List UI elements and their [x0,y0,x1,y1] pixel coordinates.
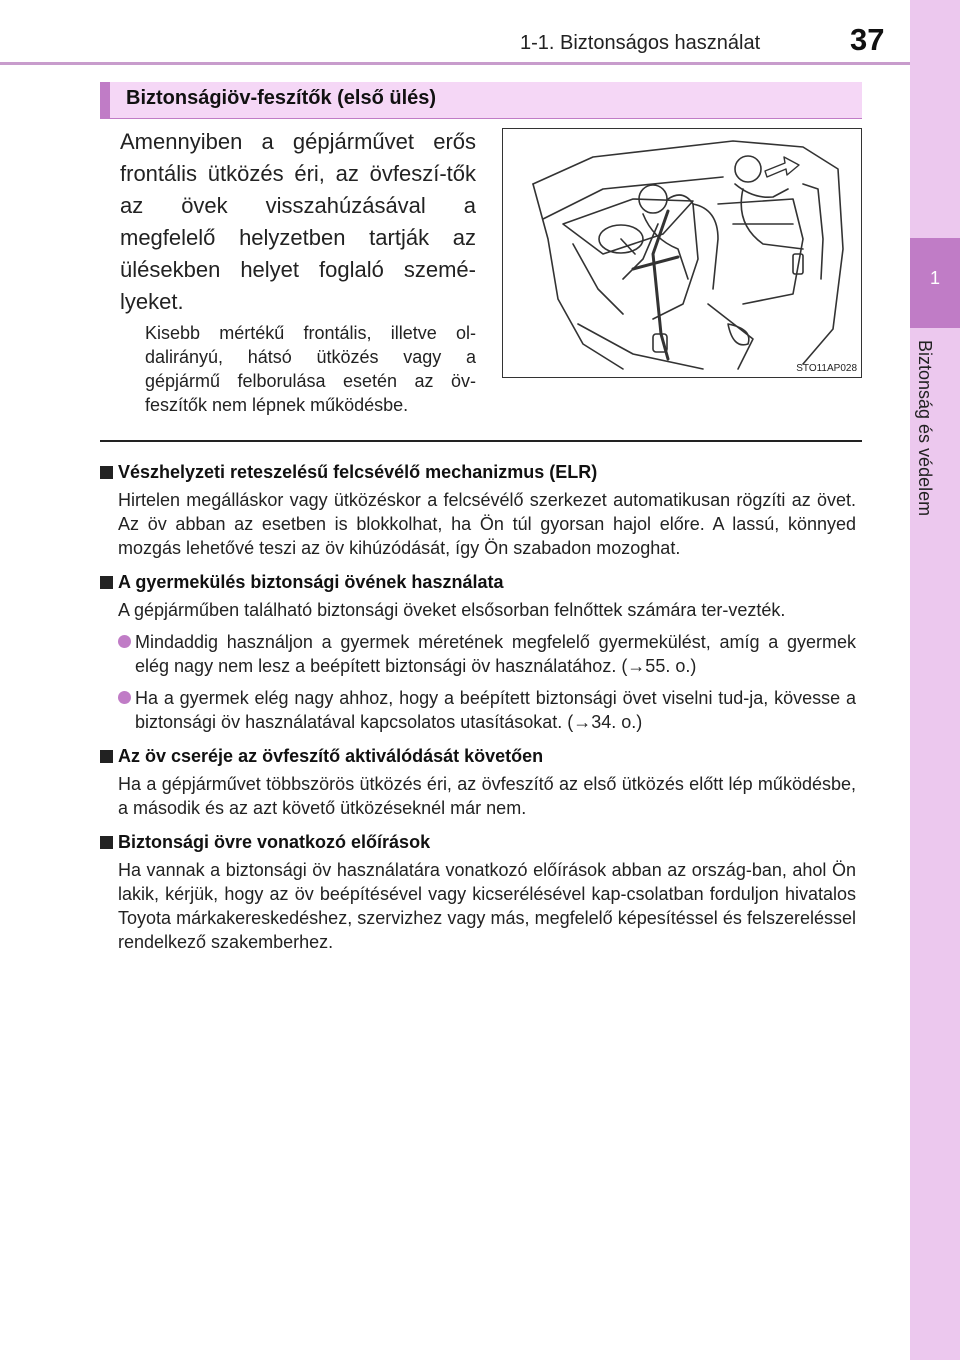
chapter-title: Biztonság és védelem [915,340,935,517]
section-divider [100,440,862,442]
section-title: Biztonságiöv-feszítők (első ülés) [126,87,437,109]
intro-note: Kisebb mértékű frontális, illetve ol-dalirányú, hátsó ütközés vagy a gépjármű felborulása esetén az öv-feszítők nem lépnek működésbe. [145,323,476,415]
paragraph-regulations: Ha vannak a biztonsági öv használatára vonatkozó előírások abban az ország-ban, ahol Ön lakik, kérjük, hogy az öv beépítésével vagy kicserélésével kap-csolatban forduljon hivatalos Toyota márkakereskedéshez, szervizhez vagy más, megfelelő képesítéssel és felszereléssel rendelkező szakemberhez. [118,860,856,952]
subheading-elr [100,460,856,484]
figure-code: STO11AP028 [796,363,857,374]
list-item [118,686,856,734]
subheading-child-seat [100,570,856,594]
body-content [100,450,856,954]
subheading-text: Biztonsági övre vonatkozó előírások [118,832,431,852]
paragraph-elr: Hirtelen megálláskor vagy ütközéskor a felcsévélő szerkezet automatikusan rögzíti az övet. Az öv abban az esetben is blokkolhat, ha Ön túl gyorsan hajol előre. A lassú, könnyed mozgás lehetővé teszi az öv kihúzódását, így Ön szabadon mozoghat. [118,490,856,558]
chapter-number: 1 [929,268,940,288]
round-bullet-icon [118,635,131,648]
subheading-regulations [100,830,856,854]
section-heading-underline [100,118,862,119]
page-number: 37 [850,22,885,57]
header-section-title: 1-1. Biztonságos használat [520,32,761,54]
square-bullet-icon [100,750,113,763]
section-heading-bar [100,82,862,118]
paragraph-belt-replacement: Ha a gépjárművet többszörös ütközés éri, az övfeszítő az első ütközés előtt lép működésbe, a második és az azt követő ütközéseknél már nem. [118,774,856,818]
list-item-text: Mindaddig használjon a gyermek méretének megfelelő gyermekülést, amíg a gyermek elég nagy nem lesz a beépített biztonsági öv használatához. (→55. o.) [135,632,856,676]
chapter-side-strip [910,0,960,1360]
subheading-text: Az öv cseréje az övfeszítő aktiválódását követően [118,746,544,766]
square-bullet-icon [100,836,113,849]
subheading-text: A gyermekülés biztonsági övének használata [118,572,504,592]
header-rule [0,62,910,65]
car-interior-drawing [503,129,862,378]
round-bullet-icon [118,691,131,704]
subheading-text: Vészhelyzeti reteszelésű felcsévélő mechanizmus (ELR) [118,462,598,482]
list-item [118,630,856,678]
square-bullet-icon [100,576,113,589]
subheading-belt-replacement [100,744,856,768]
seatbelt-pretensioner-illustration [502,128,862,378]
intro-paragraph: Amennyiben a gépjárművet erős frontális ütközés éri, az övfeszí-tők az övek visszahúzásával a megfelelő helyzetben tartják az ülésekben helyet foglaló szemé-lyeket. [120,129,476,314]
square-bullet-icon [100,466,113,479]
list-item-text: Ha a gyermek elég nagy ahhoz, hogy a beépített biztonsági övet viselni tud-ja, kövesse a biztonsági öv használatával kapcsolatos utasításokat. (→34. o.) [135,688,856,732]
paragraph-child-seat: A gépjárműben található biztonsági öveket elsősorban felnőttek számára ter-vezték. [118,600,786,620]
